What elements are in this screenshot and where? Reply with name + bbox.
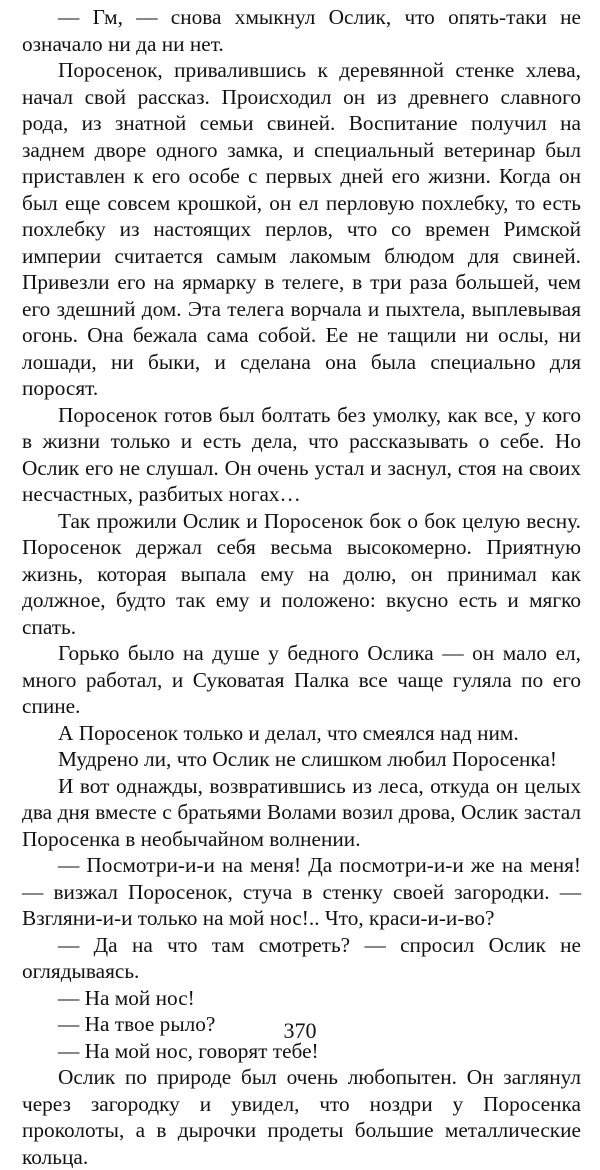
paragraph: Так прожили Ослик и Поросенок бок о бок целую весну. Поросенок держал себя весьма высокомерно. Приятную жизнь, которая выпала ему на долю, он принимал как должное, будто так ему и положено: вкусно есть и мягко спать. <box>22 508 581 639</box>
paragraph: — На твое рыло? <box>58 1012 216 1036</box>
paragraph: — На мой нос, говорят тебе! <box>58 1038 319 1063</box>
book-page <box>22 4 581 1170</box>
paragraph: Мудрено ли, что Ослик не слишком любил Поросенка! <box>58 747 557 771</box>
paragraph: Ослик по природе был очень любопытен. Он заглянул через загородку и увидел, что ноздри у Поросенка проколоты, а в дырочки продеты большие металлические кольца. <box>22 1065 581 1169</box>
paragraph: — Посмотри-и-и на меня! Да посмотри-и-и же на меня! — визжал Поросенок, стуча в стенку своей загородки. — Взгляни-и-и только на мой нос!.. Что, краси-и-и-во? <box>22 853 581 930</box>
paragraph: А Поросенок только и делал, что смеялся над ним. <box>58 720 519 745</box>
paragraph: — Да на что там смотреть? — спросил Ослик не оглядываясь. <box>22 932 581 983</box>
page-number: 370 <box>283 1018 317 1043</box>
paragraph: — Гм, — снова хмыкнул Ослик, что опять-таки не означало ни да ни нет. <box>22 5 581 56</box>
paragraph: — На мой нос! <box>58 985 195 1010</box>
paragraph: Поросенок готов был болтать без умолку, как все, у кого в жизни только и есть дела, что рассказывать о себе. Но Ослик его не слушал. Он очень устал и заснул, стоя на своих несчастных, разбитых ногах… <box>22 402 581 506</box>
paragraph: Поросенок, привалившись к деревянной стенке хлева, начал свой рассказ. Происходил он из древнего славного рода, из знатной семьи свиней. Воспитание получил на заднем дворе одного замка, и специальный ветеринар был приставлен к его особе с первых дней его жизни. Когда он был еще совсем крошкой, он ел перловую похлебку, то есть похлебку из настоящих перлов, что со времен Римской империи считается самым лакомым блюдом для свиней. Привезли его на ярмарку в телеге, в три раза большей, чем его здешний дом. Эта телега ворчала и пыхтела, выплевывая огонь. Она бежала сама собой. Ее не тащили ни ослы, ни лошади, ни быки, и сделана она была специально для поросят. <box>22 58 581 400</box>
paragraph: И вот однажды, возвратившись из леса, откуда он целых два дня вместе с братьями Волами возил дрова, Ослик застал Поросенка в необычайном волнении. <box>22 773 581 851</box>
paragraph: Горько было на душе у бедного Ослика — он мало ел, много работал, и Суковатая Палка все чаще гуляла по его спине. <box>22 641 581 718</box>
